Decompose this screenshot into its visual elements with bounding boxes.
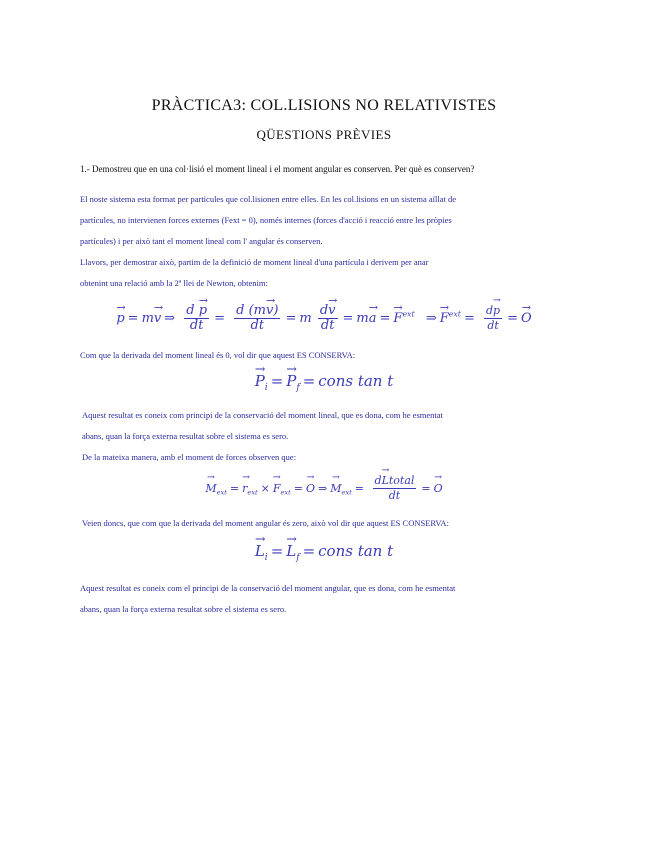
text-line: obtenint una relació amb la 2ª llei de Newton, obtenim: bbox=[80, 278, 268, 288]
page-title: PRÀCTICA3: COL.LISIONS NO RELATIVISTES bbox=[151, 97, 497, 114]
paragraph-intro bbox=[80, 189, 456, 294]
text-line: partícules) i per això tant el moment lineal com l' angular és conserven. bbox=[80, 236, 323, 246]
paragraph-derivative: Com que la derivada del moment lineal és 0, vol dir que aquest ES CONSERVA: bbox=[80, 350, 356, 360]
paragraph-linear-principle bbox=[82, 405, 443, 468]
symbol-p: → P bbox=[255, 372, 265, 390]
equation-torque: → $M_{ext} =\to r_{ext} \times\to F_{ext} =\to O$ ⇒→ $M_{ext}$ = $\frac{\text{d→ Ltotal}}{dt}$ =→ O bbox=[0, 474, 648, 503]
constant-label: cons tan t bbox=[318, 372, 394, 390]
text-line: De la mateixa manera, amb el moment de forces observen que: bbox=[82, 452, 297, 462]
paragraph-angular-principle bbox=[80, 578, 455, 620]
equation-momentum-conserved: → $P_i =\to P_f$ = cons tan t bbox=[0, 372, 648, 393]
symbol-l: → L bbox=[255, 542, 265, 560]
text-line: partícules, no intervienen forces externes (Fext = 0), només internes (forces d'acció i reacció entre les pròpies bbox=[80, 215, 452, 225]
paragraph-angular-derivative: Veien doncs, que com que la derivada del moment angular és zero, això vol dir que aquest ES CONSERVA: bbox=[82, 518, 449, 528]
equation-newton: → p = m→ v ⇒ $\frac{d \to p}{dt}$ = $\frac{d (m\to v)}{dt}$ = m $\frac{d\to v}{dt}$ = $m\to a =\to F^{ext}$ ⇒→ $F^{ext}$ = $\frac{d\to p}{dt}$ =→ O bbox=[0, 304, 648, 333]
text-line: abans, quan la força externa resultat sobre el sistema es sero. bbox=[82, 431, 289, 441]
question-heading: 1.- Demostreu que en una col·lisió el moment lineal i el moment angular es conserven. Per què es conserven? bbox=[80, 164, 475, 174]
equation-angular-conserved: → $L_i =\to L_f$ = cons tan t bbox=[0, 542, 648, 563]
text-line: Aquest resultat es coneix com principi de la conservació del moment lineal, que es dona, com he esmentat bbox=[82, 410, 443, 420]
text-line: abans, quan la força externa resultat sobre el sistema es sero. bbox=[80, 604, 287, 614]
text-line: Llavors, per demostrar això, partim de la definició de moment lineal d'una partícula i derivem per anar bbox=[80, 257, 429, 267]
page-subtitle: QÜESTIONS PRÈVIES bbox=[256, 127, 392, 142]
text-line: Aquest resultat es coneix com el principi de la conservació del moment angular, que es dona, com he esmentat bbox=[80, 583, 456, 593]
text-line: El noste sistema esta format per particules que col.lisionen entre elles. En les col.lisions en un sistema aïllat de bbox=[80, 194, 457, 204]
